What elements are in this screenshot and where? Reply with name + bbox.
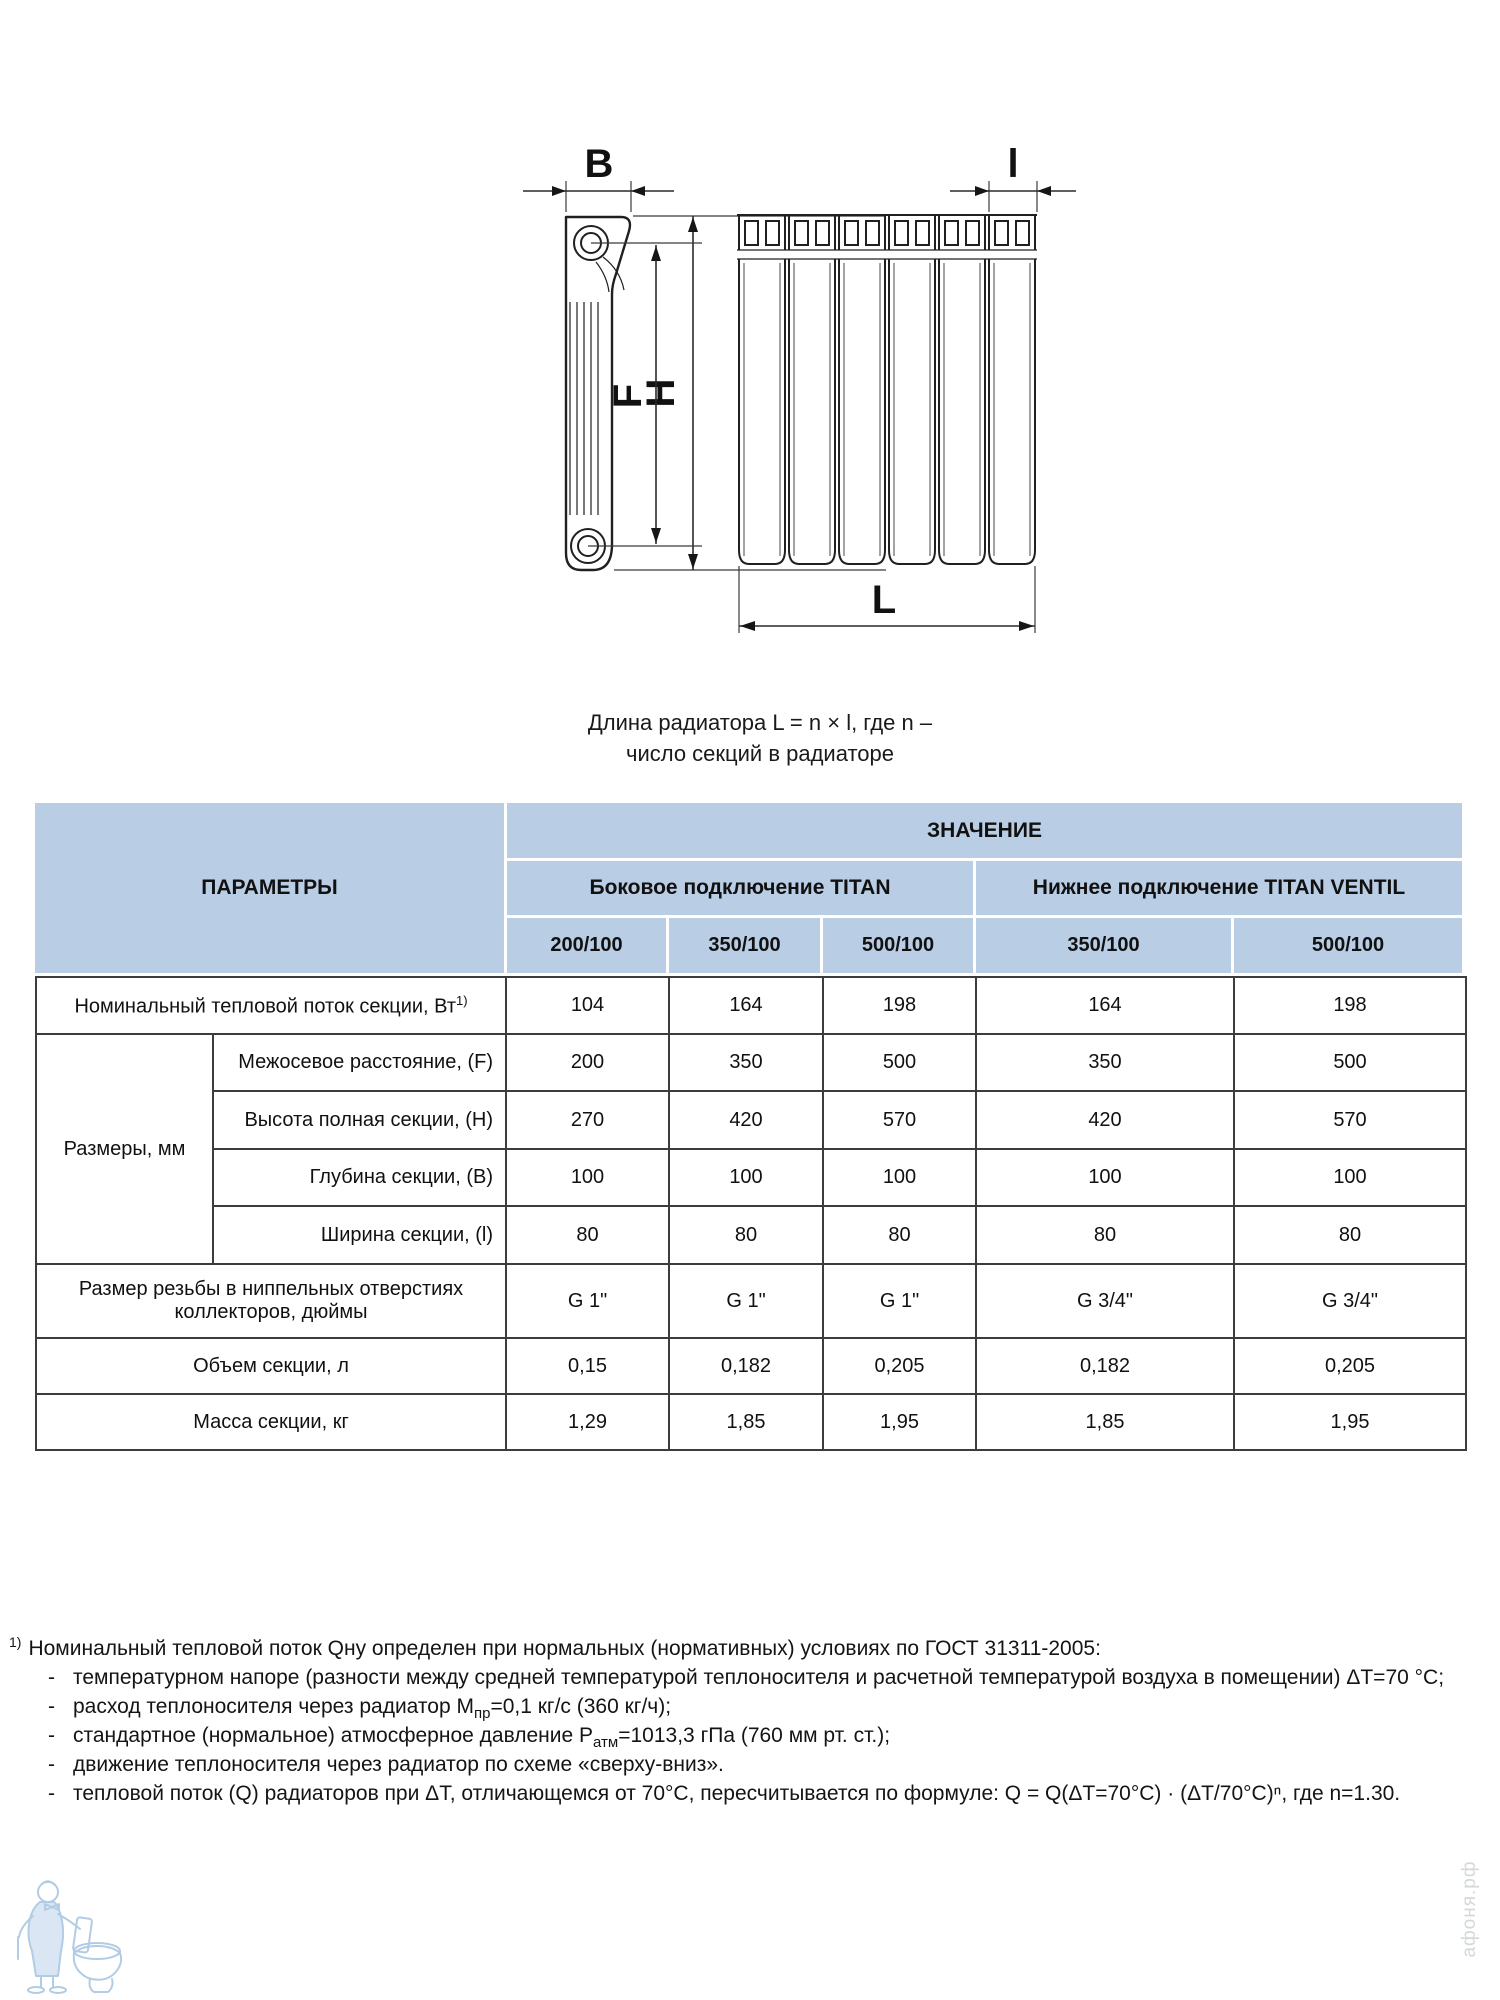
dim-label-B: B <box>584 142 614 186</box>
row-label-full-height: Высота полная секции, (H) <box>213 1091 506 1149</box>
table-row-axle-distance: Размеры, мм Межосевое расстояние, (F) 200 350 500 350 500 <box>36 1034 1466 1091</box>
table-row-mass: Масса секции, кг 1,29 1,85 1,95 1,85 1,95 <box>36 1394 1466 1450</box>
header-group-bottom-connection: Нижнее подключение TITAN VENTIL <box>976 861 1462 915</box>
diagram-caption-line1: Длина радиатора L = n × l, где n – <box>587 710 933 735</box>
row-label-depth: Глубина секции, (B) <box>213 1149 506 1206</box>
diagram-caption-line2: число секций в радиаторе <box>625 741 895 766</box>
diagram-caption <box>510 707 1010 769</box>
footnote-item-2: - расход теплоносителя через радиатор $М_{пр}=0,1$ кг/с (360 кг/ч); <box>48 1695 672 1722</box>
dim-label-F: F <box>606 383 650 409</box>
row-label-volume: Объем секции, л <box>36 1338 506 1394</box>
radiator-front-view <box>737 215 1037 564</box>
table-row-depth: Глубина секции, (B) 100 100 100 100 100 <box>36 1149 1466 1206</box>
header-group-side-connection: Боковое подключение TITAN <box>507 861 973 915</box>
header-model-500-100: 500/100 <box>823 918 973 973</box>
spec-table-header <box>35 803 1462 973</box>
dim-label-L: L <box>871 578 897 622</box>
footnote-head: $^{1)}$ Номинальный тепловой поток Qну определен при нормальных (нормативных) условиях по ГОСТ 31311-2005: <box>9 1634 1101 1660</box>
header-model-ventil-500-100: 500/100 <box>1234 918 1462 973</box>
dimension-H <box>614 216 886 570</box>
table-row-heat-flow: Номинальный тепловой поток секции, $Вт^{1)}$ 104 164 198 164 198 <box>36 977 1466 1034</box>
row-label-mass: Масса секции, кг <box>36 1394 506 1450</box>
row-group-dimensions: Размеры, мм <box>36 1034 213 1264</box>
plumber-watermark-logo <box>8 1866 140 1996</box>
header-value: ЗНАЧЕНИЕ <box>507 803 1462 858</box>
row-label-thread-size: Размер резьбы в ниппельных отверстиях коллекторов, дюймы <box>36 1264 506 1338</box>
footnote-item-3: - стандартное (нормальное) атмосферное давление $Р_{атм}=1013,3$ гПа (760 мм рт. ст.); <box>48 1724 891 1751</box>
footnote-item-4: - движение теплоносителя через радиатор по схеме «сверху-вниз». <box>48 1753 724 1776</box>
footnote-item-1: - температурном напоре (разности между средней температурой теплоносителя и расчетной температурой воздуха в помещении) ΔТ=70 °С; <box>48 1666 1445 1689</box>
spec-table <box>35 976 1467 1451</box>
table-row-volume: Объем секции, л 0,15 0,182 0,205 0,182 0,205 <box>36 1338 1466 1394</box>
header-model-350-100: 350/100 <box>669 918 820 973</box>
footnotes <box>9 1634 1494 1808</box>
header-model-200-100: 200/100 <box>507 918 666 973</box>
header-model-ventil-350-100: 350/100 <box>976 918 1231 973</box>
footnote-item-5: - тепловой поток (Q) радиаторов при ΔТ, отличающемся от 70°С, пересчитывается по формуле: Q = Q(ΔТ=70°С) · (ΔТ/70°С)ⁿ, где n=1.30. <box>48 1782 1401 1805</box>
dimension-l <box>950 142 1076 212</box>
table-row-thread-size: Размер резьбы в ниппельных отверстиях коллекторов, дюймы G 1" G 1" G 1" G 3/4" G 3/4" <box>36 1264 1466 1338</box>
dimension-F <box>588 243 702 546</box>
table-row-width: Ширина секции, (l) 80 80 80 80 80 <box>36 1206 1466 1264</box>
dim-label-H: H <box>639 378 683 408</box>
dim-label-l: l <box>1007 142 1019 186</box>
dimension-L <box>739 566 1035 633</box>
footnote-marker: 1) <box>9 1634 22 1650</box>
row-label-width: Ширина секции, (l) <box>213 1206 506 1264</box>
radiator-dimension-diagram <box>0 0 1500 660</box>
dimension-B <box>523 142 674 212</box>
table-row-full-height: Высота полная секции, (H) 270 420 570 420 570 <box>36 1091 1466 1149</box>
radiator-front-section <box>739 215 785 564</box>
header-parameters: ПАРАМЕТРЫ <box>35 803 504 973</box>
site-watermark: афоня.рф <box>1459 1860 1480 1958</box>
row-label-axle-distance: Межосевое расстояние, (F) <box>213 1034 506 1091</box>
row-label-heat-flow: Номинальный тепловой поток секции, $Вт^{1)}$ <box>36 977 506 1034</box>
